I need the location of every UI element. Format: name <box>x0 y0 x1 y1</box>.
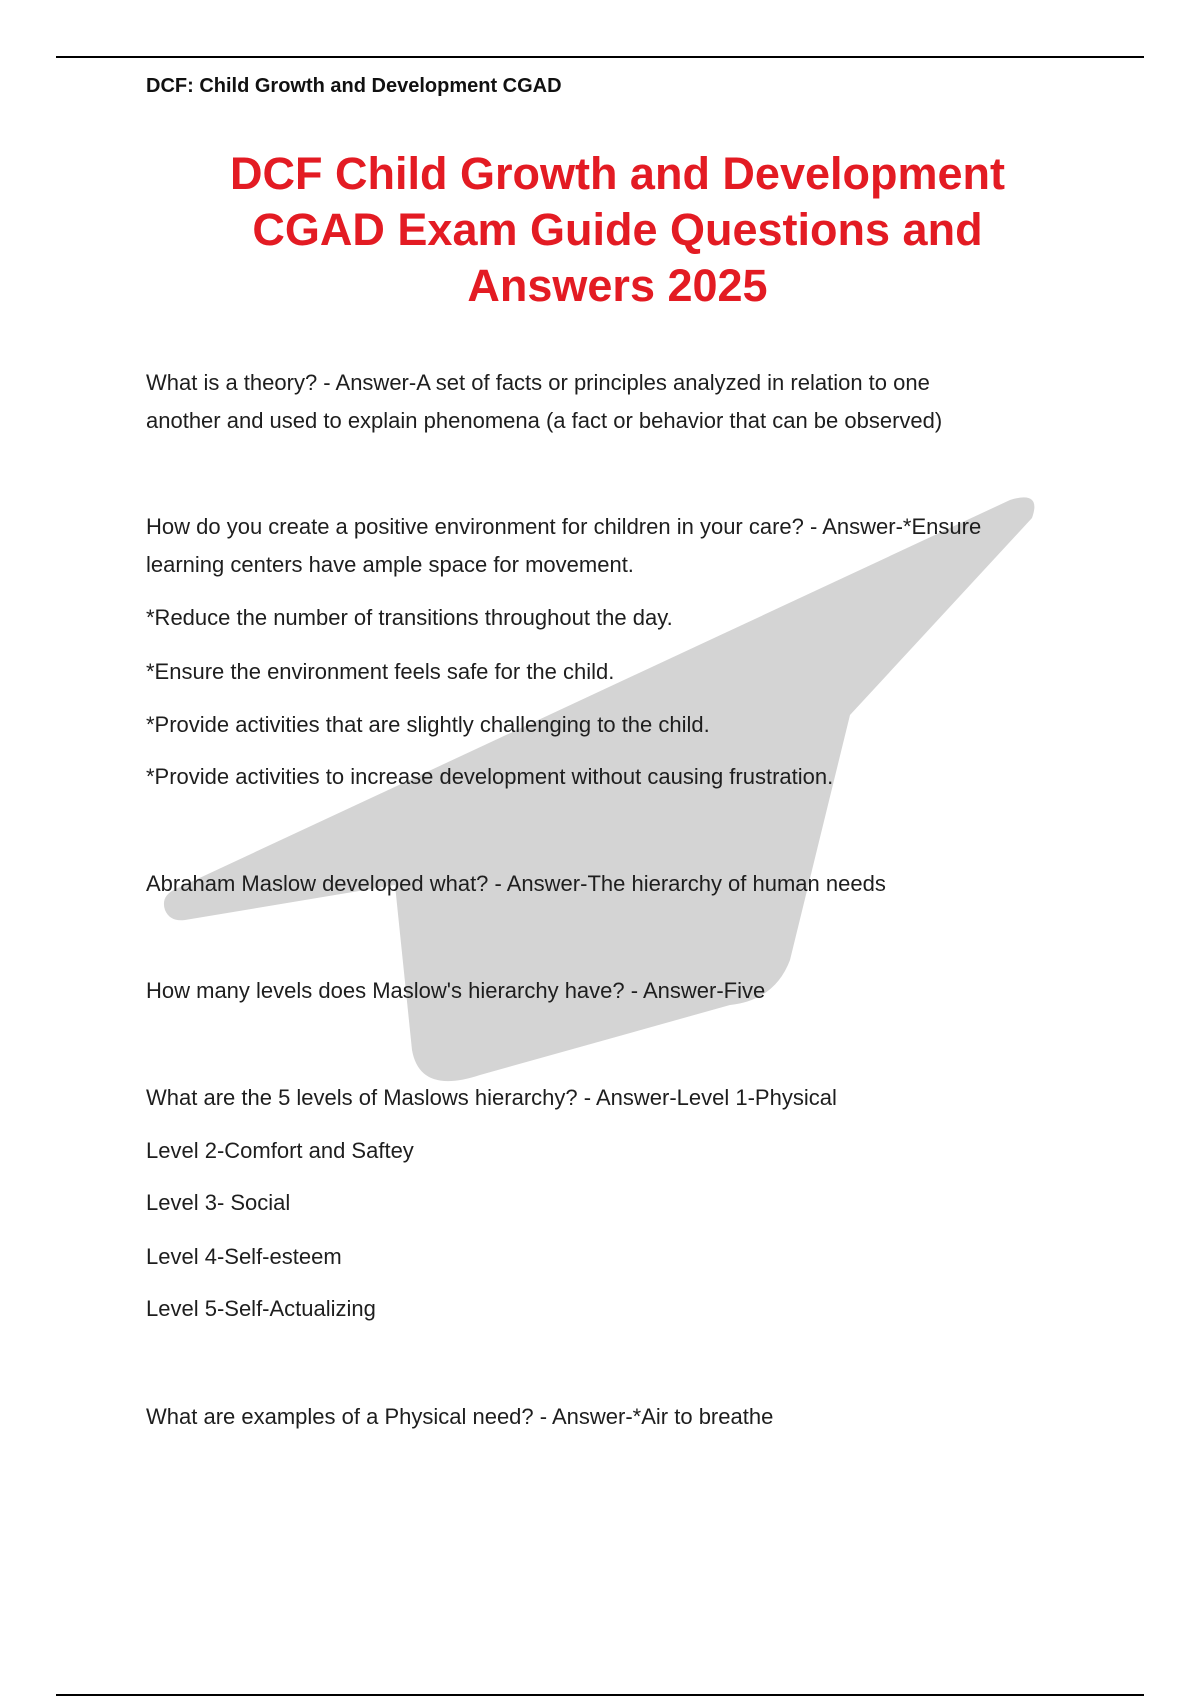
answer-subitem: Level 4-Self-esteem <box>146 1244 342 1269</box>
answer-subitem: *Provide activities to increase development without causing frustration. <box>146 764 834 789</box>
running-header: DCF: Child Growth and Development CGAD <box>146 75 562 97</box>
qa-line: learning centers have ample space for movement. <box>146 552 634 577</box>
footer-rule <box>56 1694 1144 1696</box>
qa-line: What are examples of a Physical need? - Answer-*Air to breathe <box>146 1404 774 1429</box>
qa-item-maslow-levels-count <box>146 972 1086 1010</box>
title-line: DCF Child Growth and Development <box>229 148 1006 199</box>
qa-item-maslow-levels <box>146 1079 1086 1117</box>
answer-subitem: *Provide activities that are slightly challenging to the child. <box>146 712 710 737</box>
answer-subitem: *Reduce the number of transitions throughout the day. <box>146 605 673 630</box>
qa-line: How do you create a positive environment for children in your care? - Answer-*Ensure <box>146 514 982 539</box>
qa-item-physical-need <box>146 1398 1086 1436</box>
qa-item-positive-environment <box>146 508 1086 584</box>
answer-subitem: Level 5-Self-Actualizing <box>146 1296 376 1321</box>
title-line: Answers 2025 <box>467 260 768 311</box>
qa-line: What are the 5 levels of Maslows hierarchy? - Answer-Level 1-Physical <box>146 1085 837 1110</box>
document-title <box>146 146 1089 314</box>
qa-line: How many levels does Maslow's hierarchy have? - Answer-Five <box>146 978 766 1003</box>
qa-line: another and used to explain phenomena (a fact or behavior that can be observed) <box>146 408 943 433</box>
qa-line: Abraham Maslow developed what? - Answer-The hierarchy of human needs <box>146 871 886 896</box>
qa-line: What is a theory? - Answer-A set of facts or principles analyzed in relation to one <box>146 370 930 395</box>
answer-subitem: Level 2-Comfort and Saftey <box>146 1138 414 1163</box>
answer-subitem: *Ensure the environment feels safe for the child. <box>146 659 615 684</box>
title-line: CGAD Exam Guide Questions and <box>252 204 983 255</box>
qa-item-theory <box>146 364 1086 440</box>
qa-item-maslow-developed <box>146 865 1086 903</box>
answer-subitem: Level 3- Social <box>146 1190 291 1215</box>
header-rule <box>56 56 1144 58</box>
